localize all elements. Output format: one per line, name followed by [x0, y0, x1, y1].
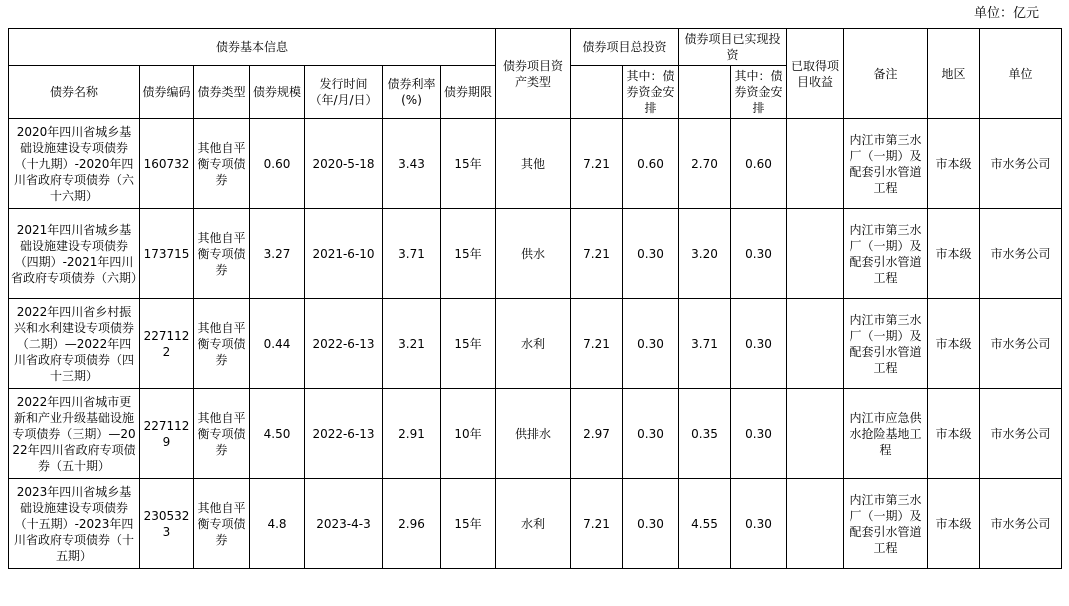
cell-income-obtained	[787, 389, 844, 479]
header-total-investment: 债券项目总投资	[571, 29, 679, 66]
cell-income-obtained	[787, 209, 844, 299]
cell-bond-type: 其他自平衡专项债券	[194, 479, 250, 569]
cell-income-obtained	[787, 479, 844, 569]
cell-realized-investment: 3.20	[679, 209, 731, 299]
cell-project-fund-type: 供排水	[496, 389, 571, 479]
cell-unit: 市水务公司	[980, 389, 1062, 479]
cell-term: 15年	[441, 119, 496, 209]
cell-remark: 内江市第三水厂（一期）及配套引水管道工程	[844, 479, 928, 569]
header-bond-type: 债券类型	[194, 66, 250, 119]
cell-total-investment: 7.21	[571, 209, 623, 299]
cell-realized-of-which: 0.30	[731, 389, 787, 479]
cell-unit: 市水务公司	[980, 119, 1062, 209]
cell-issue-date: 2020-5-18	[305, 119, 383, 209]
cell-bond-type: 其他自平衡专项债券	[194, 119, 250, 209]
cell-bond-code: 173715	[140, 209, 194, 299]
cell-term: 10年	[441, 389, 496, 479]
cell-total-of-which: 0.30	[623, 479, 679, 569]
table-header	[9, 29, 1062, 119]
cell-remark: 内江市第三水厂（一期）及配套引水管道工程	[844, 209, 928, 299]
cell-project-fund-type: 供水	[496, 209, 571, 299]
cell-realized-investment: 3.71	[679, 299, 731, 389]
cell-total-investment: 2.97	[571, 389, 623, 479]
cell-unit: 市水务公司	[980, 479, 1062, 569]
cell-rate: 3.43	[383, 119, 441, 209]
cell-region: 市本级	[928, 389, 980, 479]
cell-total-investment: 7.21	[571, 119, 623, 209]
cell-bond-name: 2023年四川省城乡基础设施建设专项债券（十五期）-2023年四川省政府专项债券（十五期）	[9, 479, 140, 569]
cell-term: 15年	[441, 209, 496, 299]
cell-bond-name: 2021年四川省城乡基础设施建设专项债券（四期）-2021年四川省政府专项债券（六期）	[9, 209, 140, 299]
cell-rate: 3.71	[383, 209, 441, 299]
cell-project-fund-type: 其他	[496, 119, 571, 209]
cell-bond-type: 其他自平衡专项债券	[194, 299, 250, 389]
cell-bond-name: 2022年四川省城市更新和产业升级基础设施专项债券（三期）—2022年四川省政府专项债券（五十期）	[9, 389, 140, 479]
cell-issue-date: 2022-6-13	[305, 389, 383, 479]
header-bond-scale: 债券规模	[250, 66, 305, 119]
cell-total-investment: 7.21	[571, 299, 623, 389]
header-realized-of-which: 其中：债券资金安排	[731, 66, 787, 119]
header-income-obtained: 已取得项目收益	[787, 29, 844, 119]
header-project-fund-type: 债券项目资产类型	[496, 29, 571, 119]
header-issue-date: 发行时间（年/月/日）	[305, 66, 383, 119]
cell-realized-investment: 0.35	[679, 389, 731, 479]
table-row	[9, 389, 1062, 479]
bond-investment-table	[8, 28, 1062, 569]
cell-total-investment: 7.21	[571, 479, 623, 569]
cell-bond-scale: 4.8	[250, 479, 305, 569]
cell-bond-code: 2305323	[140, 479, 194, 569]
header-remark: 备注	[844, 29, 928, 119]
table-row	[9, 479, 1062, 569]
cell-income-obtained	[787, 299, 844, 389]
header-group-row	[9, 29, 1062, 66]
cell-remark: 内江市第三水厂（一期）及配套引水管道工程	[844, 299, 928, 389]
cell-issue-date: 2023-4-3	[305, 479, 383, 569]
cell-project-fund-type: 水利	[496, 479, 571, 569]
header-bond-name: 债券名称	[9, 66, 140, 119]
cell-bond-type: 其他自平衡专项债券	[194, 389, 250, 479]
cell-total-of-which: 0.30	[623, 299, 679, 389]
cell-realized-investment: 2.70	[679, 119, 731, 209]
cell-rate: 2.91	[383, 389, 441, 479]
table-body	[9, 119, 1062, 569]
cell-realized-of-which: 0.60	[731, 119, 787, 209]
table-row	[9, 299, 1062, 389]
header-region: 地区	[928, 29, 980, 119]
cell-unit: 市水务公司	[980, 209, 1062, 299]
header-total-of-which: 其中：债券资金安排	[623, 66, 679, 119]
cell-remark: 内江市第三水厂（一期）及配套引水管道工程	[844, 119, 928, 209]
unit-label: 单位：亿元	[973, 6, 1039, 21]
cell-rate: 2.96	[383, 479, 441, 569]
cell-bond-name: 2020年四川省城乡基础设施建设专项债券（十九期）-2020年四川省政府专项债券（六十六期）	[9, 119, 140, 209]
cell-region: 市本级	[928, 479, 980, 569]
cell-project-fund-type: 水利	[496, 299, 571, 389]
cell-issue-date: 2022-6-13	[305, 299, 383, 389]
cell-bond-scale: 0.44	[250, 299, 305, 389]
cell-bond-scale: 0.60	[250, 119, 305, 209]
header-total-investment-amount	[571, 66, 623, 119]
cell-bond-type: 其他自平衡专项债券	[194, 209, 250, 299]
header-bond-code: 债券编码	[140, 66, 194, 119]
cell-issue-date: 2021-6-10	[305, 209, 383, 299]
cell-realized-investment: 4.55	[679, 479, 731, 569]
cell-income-obtained	[787, 119, 844, 209]
cell-realized-of-which: 0.30	[731, 209, 787, 299]
cell-term: 15年	[441, 299, 496, 389]
cell-realized-of-which: 0.30	[731, 299, 787, 389]
cell-unit: 市水务公司	[980, 299, 1062, 389]
cell-rate: 3.21	[383, 299, 441, 389]
cell-region: 市本级	[928, 299, 980, 389]
header-basic-info: 债券基本信息	[9, 29, 496, 66]
header-rate: 债券利率(%)	[383, 66, 441, 119]
cell-remark: 内江市应急供水抢险基地工程	[844, 389, 928, 479]
cell-realized-of-which: 0.30	[731, 479, 787, 569]
table-row	[9, 119, 1062, 209]
header-unit: 单位	[980, 29, 1062, 119]
cell-total-of-which: 0.60	[623, 119, 679, 209]
cell-total-of-which: 0.30	[623, 389, 679, 479]
cell-bond-code: 160732	[140, 119, 194, 209]
cell-total-of-which: 0.30	[623, 209, 679, 299]
header-realized-investment: 债券项目已实现投资	[679, 29, 787, 66]
cell-region: 市本级	[928, 209, 980, 299]
cell-bond-scale: 3.27	[250, 209, 305, 299]
cell-bond-scale: 4.50	[250, 389, 305, 479]
cell-term: 15年	[441, 479, 496, 569]
cell-bond-name: 2022年四川省乡村振兴和水利建设专项债券（二期）—2022年四川省政府专项债券（四十三期）	[9, 299, 140, 389]
header-realized-investment-amount	[679, 66, 731, 119]
cell-bond-code: 2271122	[140, 299, 194, 389]
header-term: 债券期限	[441, 66, 496, 119]
cell-bond-code: 2271129	[140, 389, 194, 479]
cell-region: 市本级	[928, 119, 980, 209]
table-row	[9, 209, 1062, 299]
